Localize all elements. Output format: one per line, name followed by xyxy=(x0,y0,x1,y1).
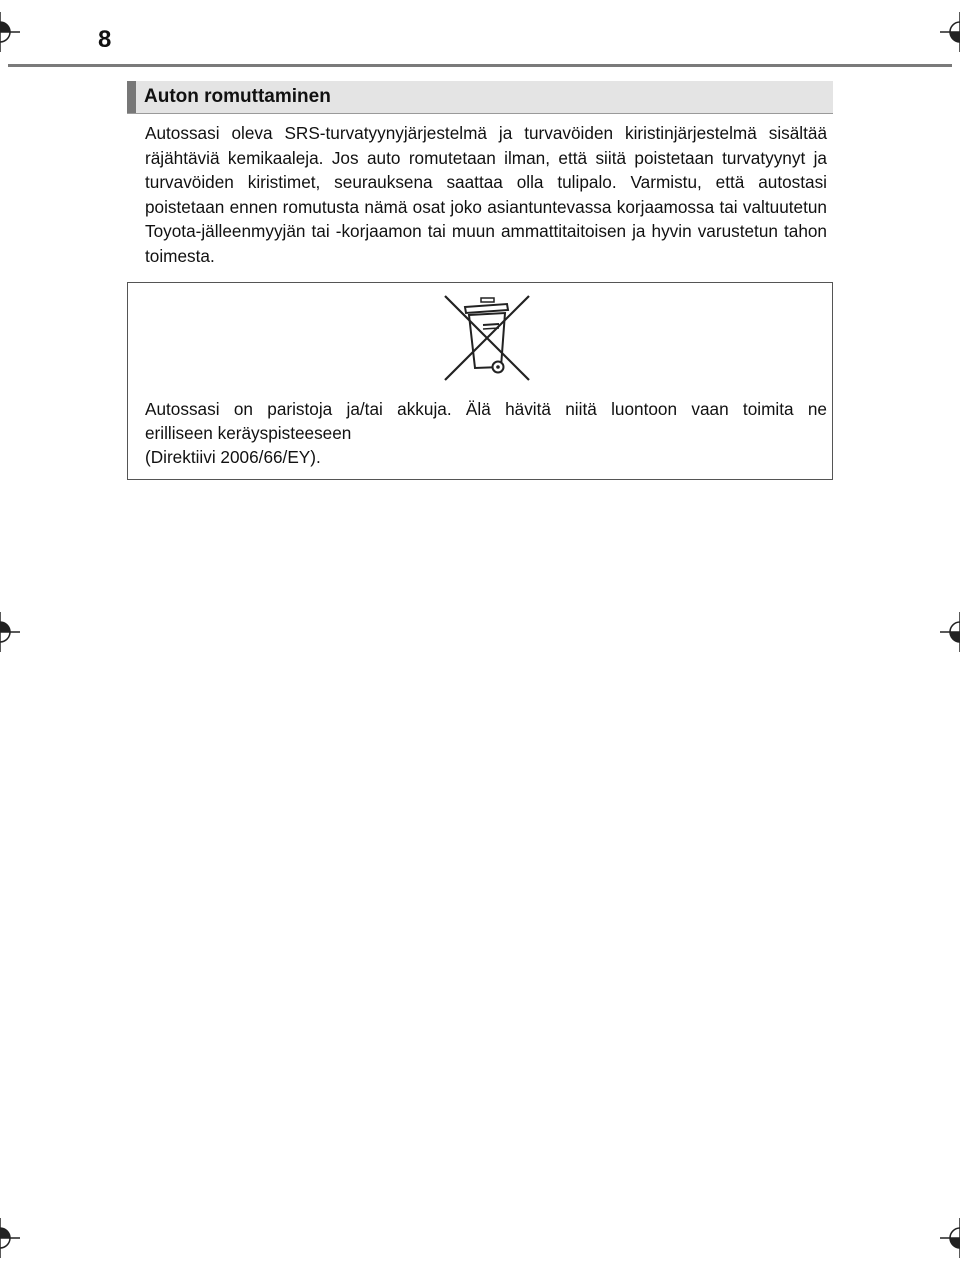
registration-mark-icon xyxy=(0,12,20,52)
section-header xyxy=(127,81,833,114)
registration-mark-icon xyxy=(940,612,960,652)
crossed-out-wheelie-bin-icon xyxy=(443,295,531,381)
section-paragraph: Autossasi oleva SRS-turvatyynyjärjestelmä ja turvavöiden kiristinjärjestelmä sisältää räjähtäviä kemikaaleja. Jos auto romutetaan ilman, että siitä poistetaan turvatyynyt ja turvavöiden kiristimet, seurauksena saattaa olla tulipalo. Varmistu, että autostasi poistetaan ennen romutusta nämä osat joko asiantuntevassa korjaamossa tai valtuutetun Toyota-jälleenmyyjän tai -korjaamon tai muun ammattitaitoisen ja hyvin varustetun tahon toimesta. xyxy=(145,123,827,266)
page-number: 8 xyxy=(98,26,112,53)
notice-text xyxy=(145,397,827,469)
header-rule xyxy=(8,64,952,67)
section-title: Auton romuttaminen xyxy=(144,86,331,107)
registration-mark-icon xyxy=(940,1218,960,1258)
battery-disposal-notice xyxy=(127,282,833,480)
notice-line-1: Autossasi on paristoja ja/tai akkuja. Älä hävitä niitä luontoon vaan toimita ne xyxy=(145,399,827,419)
section-header-bar xyxy=(127,81,136,113)
notice-line-3: (Direktiivi 2006/66/EY). xyxy=(145,447,321,467)
registration-mark-icon xyxy=(0,612,20,652)
registration-mark-icon xyxy=(0,1218,20,1258)
notice-line-2: erilliseen keräyspisteeseen xyxy=(145,423,352,443)
registration-mark-icon xyxy=(940,12,960,52)
